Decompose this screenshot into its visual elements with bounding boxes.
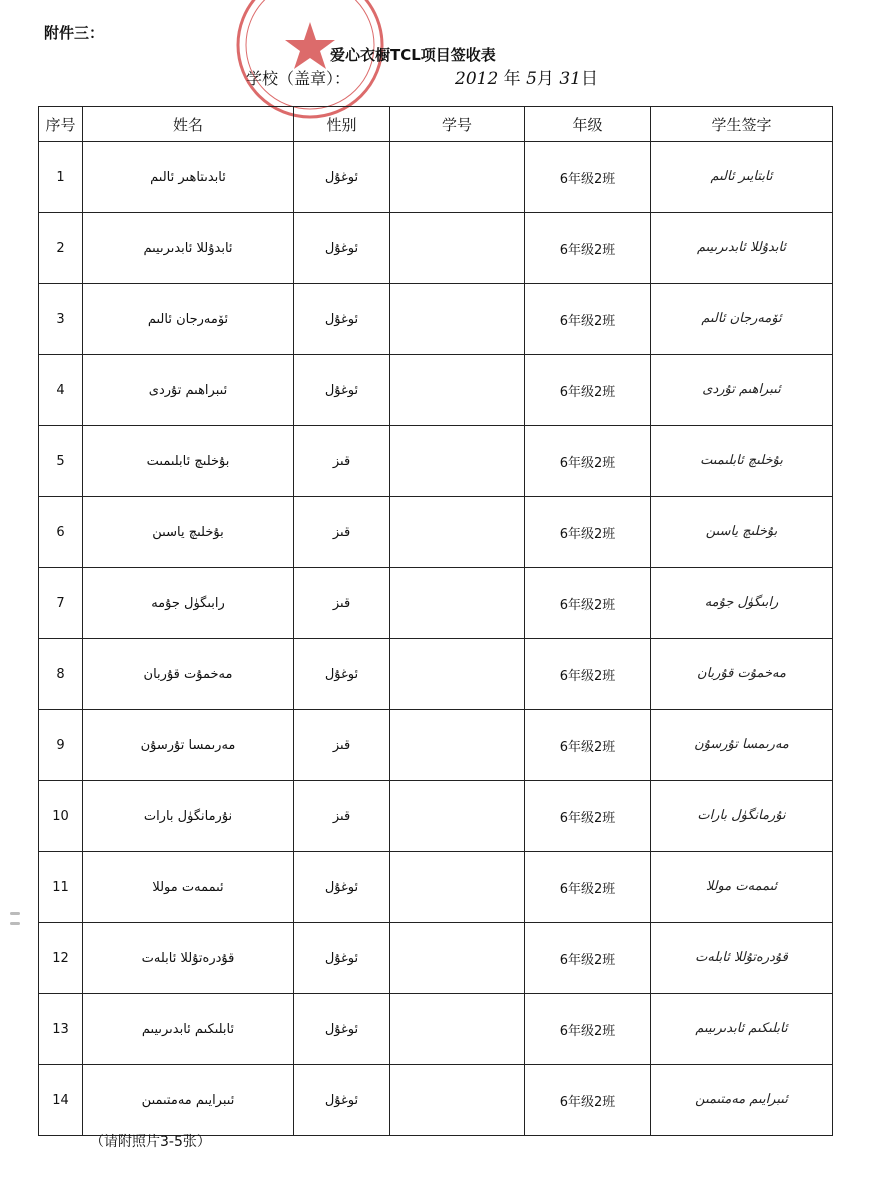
date-day-unit: 日 (580, 69, 598, 89)
student-id (390, 710, 525, 781)
binding-mark (10, 922, 20, 925)
student-gender: ئوغۇل (294, 355, 390, 426)
student-grade: 6年级2班 (525, 355, 651, 426)
student-id (390, 142, 525, 213)
student-name: ئىممەت موللا (83, 852, 294, 923)
date-day: 31 (559, 69, 581, 89)
row-number: 4 (39, 355, 83, 426)
student-signature: نۇرمانگۈل بارات (651, 781, 833, 852)
student-name: مەرىمسا تۇرسۇن (83, 710, 294, 781)
student-name: ئۆمەرجان ئالىم (83, 284, 294, 355)
row-number: 1 (39, 142, 83, 213)
student-grade: 6年级2班 (525, 426, 651, 497)
student-name: ئابدىتاھىر ئالىم (83, 142, 294, 213)
student-gender: قىز (294, 568, 390, 639)
table-row (39, 639, 833, 710)
student-gender: ئوغۇل (294, 142, 390, 213)
student-gender: ئوغۇل (294, 639, 390, 710)
student-signature: بۇخلىچ ئابلىمىت (651, 426, 833, 497)
student-gender: قىز (294, 781, 390, 852)
student-id (390, 639, 525, 710)
table-row (39, 568, 833, 639)
student-signature: ئىبراھىم تۇردى (651, 355, 833, 426)
student-gender: قىز (294, 497, 390, 568)
student-name: بۇخلىچ ئابلىمىت (83, 426, 294, 497)
student-grade: 6年级2班 (525, 568, 651, 639)
student-name: ئابدۇللا ئابدىرىيىم (83, 213, 294, 284)
student-id (390, 284, 525, 355)
row-number: 8 (39, 639, 83, 710)
school-stamp-label: 学校（盖章）： (246, 69, 351, 88)
form-title: 爱心衣橱TCL项目签收表 (330, 46, 496, 64)
student-signature: رابىگۈل جۇمە (651, 568, 833, 639)
student-id (390, 852, 525, 923)
date-month-unit: 月 (536, 69, 554, 89)
student-gender: ئوغۇل (294, 852, 390, 923)
table-row (39, 284, 833, 355)
row-number: 14 (39, 1065, 83, 1136)
student-gender: قىز (294, 710, 390, 781)
student-name: نۇرمانگۈل بارات (83, 781, 294, 852)
attachment-label: 附件三： (44, 24, 105, 42)
table-row (39, 355, 833, 426)
sign-off-table (38, 106, 833, 1136)
row-number: 11 (39, 852, 83, 923)
sign-date (455, 64, 598, 89)
student-gender: ئوغۇل (294, 923, 390, 994)
student-grade: 6年级2班 (525, 852, 651, 923)
table-row (39, 497, 833, 568)
student-name: بۇخلىچ ياسىن (83, 497, 294, 568)
table-row (39, 213, 833, 284)
student-id (390, 213, 525, 284)
table-row (39, 923, 833, 994)
student-id (390, 568, 525, 639)
date-year: 2012 (455, 69, 499, 89)
row-number: 6 (39, 497, 83, 568)
row-number: 9 (39, 710, 83, 781)
student-name: رابىگۈل جۇمە (83, 568, 294, 639)
student-signature: ئىممەت موللا (651, 852, 833, 923)
table-row (39, 142, 833, 213)
student-grade: 6年级2班 (525, 1065, 651, 1136)
student-grade: 6年级2班 (525, 781, 651, 852)
student-name: قۇدرەتۇللا ئابلەت (83, 923, 294, 994)
student-id (390, 923, 525, 994)
student-id (390, 1065, 525, 1136)
student-signature: ئىبرايىم مەمتىمىن (651, 1065, 833, 1136)
student-signature: بۇخلىچ ياسىن (651, 497, 833, 568)
student-grade: 6年级2班 (525, 923, 651, 994)
table-row (39, 852, 833, 923)
student-name: ئىبراھىم تۇردى (83, 355, 294, 426)
student-name: مەخمۇت قۇربان (83, 639, 294, 710)
student-grade: 6年级2班 (525, 213, 651, 284)
table-row (39, 426, 833, 497)
student-name: ئابلىكىم ئابدىرىيىم (83, 994, 294, 1065)
date-year-unit: 年 (503, 69, 521, 89)
row-number: 3 (39, 284, 83, 355)
row-number: 7 (39, 568, 83, 639)
student-gender: ئوغۇل (294, 284, 390, 355)
student-gender: ئوغۇل (294, 1065, 390, 1136)
student-signature: مەخمۇت قۇربان (651, 639, 833, 710)
table-header-row (39, 107, 833, 142)
row-number: 2 (39, 213, 83, 284)
header-grade: 年级 (525, 107, 651, 142)
row-number: 10 (39, 781, 83, 852)
student-signature: ئابتايىر ئالىم (651, 142, 833, 213)
date-month: 5 (526, 69, 537, 89)
row-number: 13 (39, 994, 83, 1065)
student-grade: 6年级2班 (525, 284, 651, 355)
student-signature: ئۆمەرجان ئالىم (651, 284, 833, 355)
student-gender: قىز (294, 426, 390, 497)
student-grade: 6年级2班 (525, 497, 651, 568)
row-number: 12 (39, 923, 83, 994)
student-id (390, 497, 525, 568)
header-signature: 学生签字 (651, 107, 833, 142)
header-gender: 性别 (294, 107, 390, 142)
student-signature: ئابلىكىم ئابدىرىيىم (651, 994, 833, 1065)
student-name: ئىبرايىم مەمتىمىن (83, 1065, 294, 1136)
student-grade: 6年级2班 (525, 710, 651, 781)
table-row (39, 710, 833, 781)
student-id (390, 781, 525, 852)
row-number: 5 (39, 426, 83, 497)
student-gender: ئوغۇل (294, 213, 390, 284)
student-grade: 6年级2班 (525, 142, 651, 213)
student-signature: قۇدرەتۇللا ئابلەت (651, 923, 833, 994)
table-row (39, 1065, 833, 1136)
table-row (39, 781, 833, 852)
photo-attachment-note: （请附照片3-5张） (90, 1134, 211, 1150)
student-id (390, 994, 525, 1065)
student-grade: 6年级2班 (525, 639, 651, 710)
student-gender: ئوغۇل (294, 994, 390, 1065)
table-row (39, 994, 833, 1065)
student-signature: مەرىمسا تۇرسۇن (651, 710, 833, 781)
student-id (390, 355, 525, 426)
binding-mark (10, 912, 20, 915)
student-grade: 6年级2班 (525, 994, 651, 1065)
student-signature: ئابدۇللا ئابدىرىيىم (651, 213, 833, 284)
student-id (390, 426, 525, 497)
header-no: 序号 (39, 107, 83, 142)
header-student-id: 学号 (390, 107, 525, 142)
header-name: 姓名 (83, 107, 294, 142)
